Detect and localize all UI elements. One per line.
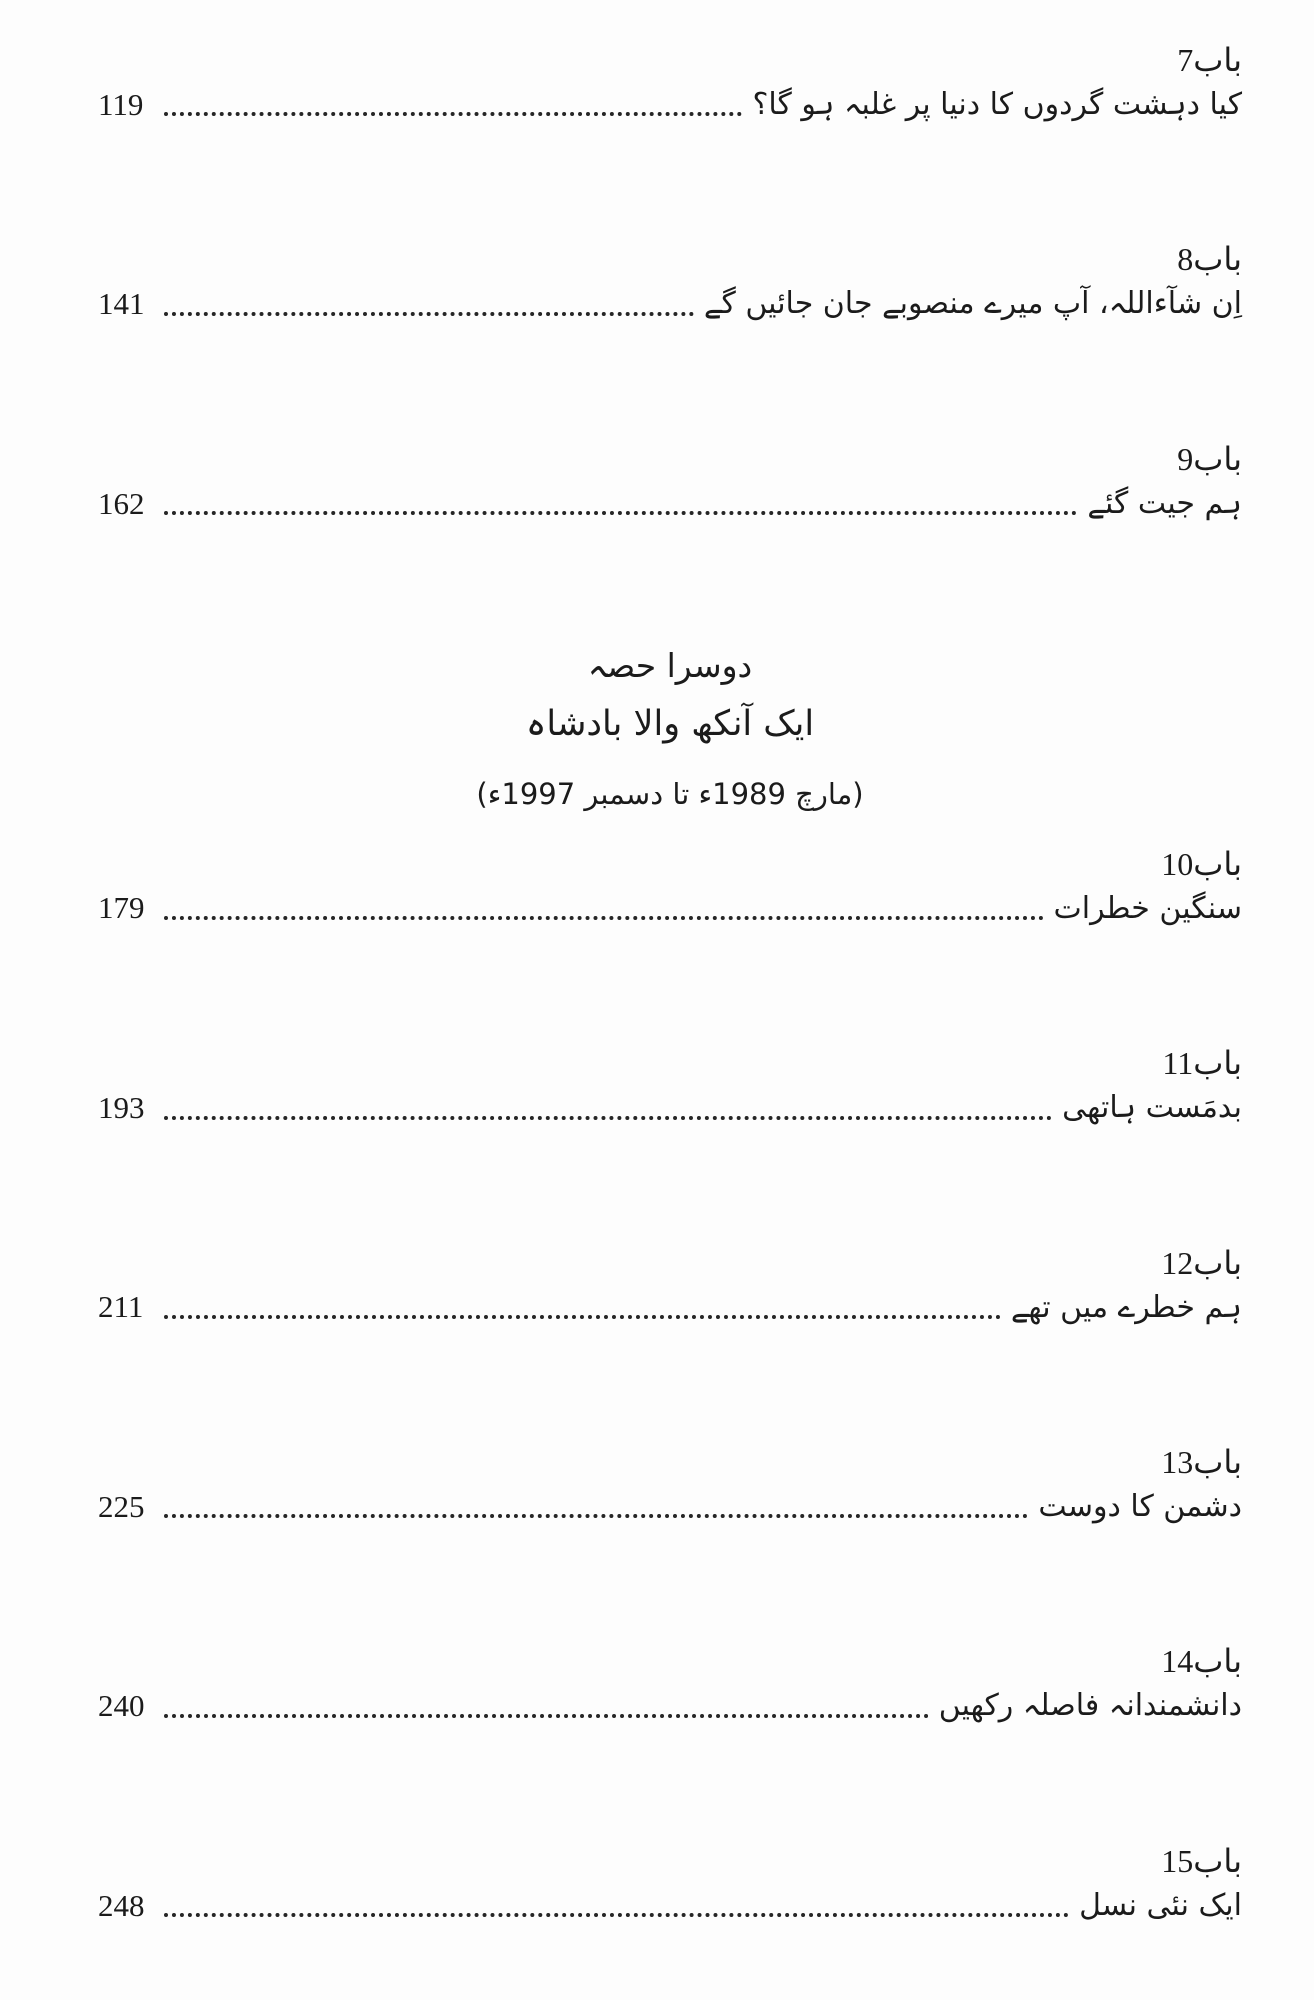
- dot-leader: [164, 1913, 1069, 1917]
- dot-leader: [164, 916, 1044, 920]
- chapter-title: بدمَست ہاتھی: [1062, 1090, 1242, 1126]
- page-number: 119: [98, 86, 144, 122]
- chapter-number: باب9: [1177, 440, 1242, 477]
- dot-leader: [164, 1514, 1028, 1518]
- chapter-number: باب10: [1161, 845, 1242, 882]
- page-number: 193: [98, 1089, 145, 1125]
- toc-entry: [98, 441, 1242, 530]
- chapter-number: باب15: [1161, 1842, 1242, 1879]
- dot-leader: [164, 312, 694, 316]
- toc-entry: [98, 1643, 1242, 1732]
- dot-leader: [164, 1116, 1052, 1120]
- page-number: 179: [98, 890, 145, 926]
- page-number: 211: [98, 1289, 144, 1325]
- toc-line: [98, 278, 1242, 331]
- toc-entry: [98, 1444, 1242, 1533]
- chapter-title: ایک نئی نسل: [1079, 1887, 1242, 1923]
- dot-leader: [164, 112, 742, 116]
- chapter-number: باب8: [1177, 241, 1242, 278]
- part-number: دوسرا حصہ: [587, 646, 753, 686]
- chapter-title: اِن شآءاللہ، آپ میرے منصوبے جان جائیں گے: [703, 286, 1242, 322]
- chapter-title: دشمن کا دوست: [1038, 1488, 1242, 1524]
- chapter-title: ہم جیت گئے: [1087, 485, 1242, 521]
- chapter-number: باب12: [1161, 1244, 1242, 1281]
- part-date-range: (مارچ 1989ء تا دسمبر 1997ء): [476, 777, 864, 812]
- toc-entry: [98, 1245, 1242, 1334]
- toc-entry: [98, 241, 1242, 330]
- chapter-title: ہم خطرے میں تھے: [1010, 1289, 1242, 1325]
- page-number: 240: [98, 1688, 145, 1724]
- chapter-title: کیا دہشت گردوں کا دنیا پر غلبہ ہو گا؟: [752, 86, 1242, 122]
- toc-line: [98, 1281, 1242, 1334]
- toc-line: [98, 1880, 1242, 1933]
- chapter-number: باب7: [1177, 42, 1242, 78]
- toc-entry: [98, 42, 1242, 131]
- chapter-number: باب11: [1162, 1045, 1242, 1082]
- toc-line: [98, 478, 1242, 531]
- chapter-number: باب13: [1161, 1444, 1242, 1480]
- chapter-title: سنگین خطرات: [1053, 890, 1242, 926]
- dot-leader: [164, 1714, 929, 1718]
- chapter-number: باب14: [1161, 1643, 1242, 1680]
- toc-line: [98, 1680, 1242, 1733]
- toc-line: [98, 1082, 1242, 1135]
- page-number: 248: [98, 1887, 145, 1923]
- page-number: 162: [98, 485, 145, 521]
- part-title: ایک آنکھ والا بادشاہ: [525, 704, 815, 745]
- toc-entry: [98, 1045, 1242, 1134]
- dot-leader: [164, 511, 1077, 515]
- page-number: 225: [98, 1488, 145, 1524]
- toc-line: [98, 1481, 1242, 1534]
- dot-leader: [164, 1315, 1001, 1319]
- part-heading: [98, 640, 1242, 819]
- chapter-title: دانشمندانہ فاصلہ رکھیں: [938, 1688, 1242, 1724]
- page-number: 141: [98, 286, 145, 322]
- toc-entry: [98, 846, 1242, 935]
- toc-entry: [98, 1843, 1242, 1932]
- toc-line: [98, 79, 1242, 132]
- toc-line: [98, 882, 1242, 935]
